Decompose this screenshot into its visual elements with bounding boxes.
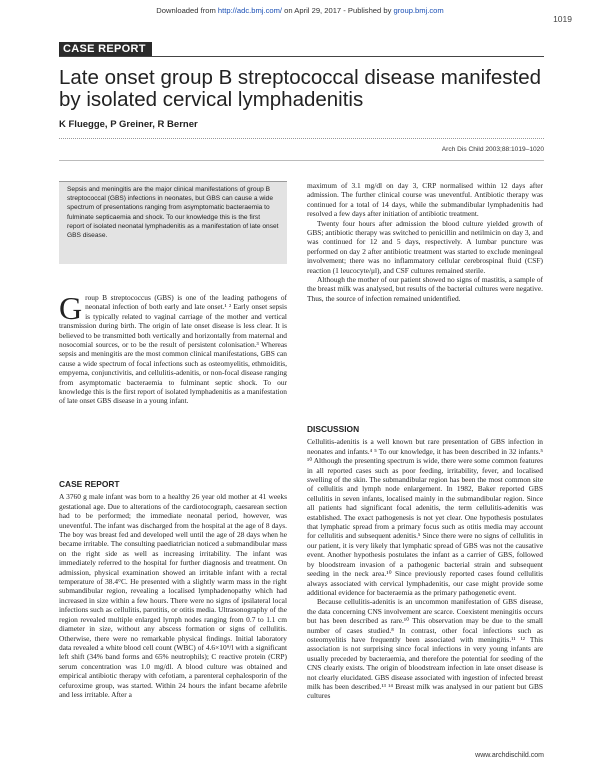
discussion-section: [307, 425, 543, 701]
continued-paragraph: maximum of 3.1 mg/dl on day 3, CRP normalised within 12 days after admission. The further clinical course was uneventful. Antibiotic therapy was continued for a total of 14 days, while the submandibular lymphadenitis had resolved a few days after initiation of antibiotic treatment.: [307, 181, 543, 219]
journal-citation: Arch Dis Child 2003;88:1019–1020: [441, 146, 544, 153]
left-column: [59, 290, 287, 406]
download-prefix: Downloaded from: [156, 6, 218, 15]
article-type-banner: CASE REPORT: [59, 42, 152, 56]
adc-link[interactable]: http://adc.bmj.com/: [217, 6, 283, 15]
footer-url: www.archdischild.com: [475, 752, 544, 759]
dotted-divider: [59, 138, 544, 139]
right-column: [307, 181, 543, 303]
drop-cap: G: [59, 290, 83, 326]
top-rule: [59, 56, 544, 57]
discussion-paragraph-1: Cellulitis-adenitis is a well known but rare presentation of GBS infection in neonates and infants.⁴ ⁵ To our knowledge, it has been described in 32 infants.⁵ ¹⁰ Although the presenting spectrum is wide, there were some common features in all reported cases such as poor feeding, irritability, fever, and localised swelling of the skin. The submandibular region has been the most common site of cellulitis and lymph node enlargement. In 1982, Baker reported GBS cellulitis in seven infants, localised mainly in the submandibular region. Since all patients had significant focal adenitis, the term cellulitis-adenitis was established. The exact pathogenesis is not yet clear. One hypothesis postulates that lymphatic spread from a primary focus such as otitis media may account for cellulitis and subsequent adenitis.⁵ Since there were no signs of cellulitis in our patient, it is very likely that lymphatic spread of GBS was not the causative event. Another hypothesis postulates the infant as a carrier of GBS, followed by bloodstream invasion of a pathogenic bacterial strain and subsequent seeding in the neck area.¹⁰ Since previously reported cases found cellulitis always associated with cervical lymphadenitis, our case might provide some additional evidence for bacteraemia as the primary pathogenetic event.: [307, 437, 543, 597]
case-report-section: [59, 480, 287, 699]
abstract-box: Sepsis and meningitis are the major clinical manifestations of group B streptococcal (GBS) infections in neonates, but GBS can cause a wide spectrum of presentations ranging from asymptomatic bacteraemia to fulminate septicaemia and shock. To our knowledge this is the first report of isolated neonatal lymphadenitis as a manifestation of late onset GBS disease.: [59, 181, 287, 264]
download-notice: [0, 6, 600, 15]
page-number: 1019: [553, 14, 572, 24]
header-rule: [59, 160, 544, 161]
group-bmj-link[interactable]: group.bmj.com: [393, 6, 444, 15]
article-title: Late onset group B streptococcal disease manifested by isolated cervical lymphadenitis: [59, 66, 542, 111]
intro-paragraph: [59, 290, 287, 406]
case-report-heading: CASE REPORT: [59, 479, 120, 489]
intro-text: roup B streptococcus (GBS) is one of the leading pathogens of neonatal infection of both early and late onset.¹ ² Early onset sepsis is typically related to vaginal carriage of the mother and vertical transmission during birth. The origin of late onset disease is less clear. It is believed to be transmitted both vertically and horizontally from maternal and nosocomial sources, or to be the result of persistent colonisation.³ Whereas sepsis and meningitis are the most common clinical manifestations, GBS can cause a wide spectrum of focal infections such as osteomyelitis, ethmoiditis, empyema, conjunctivitis, and cellulitis-adenitis, or non-focal disease ranging from asymptomatic bacteraemia to fulminant septic shock. To our knowledge this is the first report of isolated lymphadenitis as a manifestation of late onset GBS disease in a young infant.: [59, 293, 287, 406]
download-middle: on April 29, 2017 - Published by: [282, 6, 394, 15]
author-list: K Fluegge, P Greiner, R Berner: [59, 119, 198, 130]
breast-milk-paragraph: Although the mother of our patient showed no signs of mastitis, a sample of the breast milk was analysed, but results of the bacterial cultures were negative. Thus, the source of infection remained unidentified.: [307, 275, 543, 303]
discussion-heading: DISCUSSION: [307, 424, 360, 434]
case-paragraph: A 3760 g male infant was born to a healthy 26 year old mother at 41 weeks gestational age. Due to alterations of the cardiotocograph, caesarean section had to be performed; the immediate neonatal period, however, was uneventful. The infant was discharged from the hospital at the age of 8 days. The boy was breast fed and developed well until the age of 28 days when he became irritable. The consulting paediatrician noticed a submandibular mass on the right side as well as increasing irritability. The infant was immediately referred to the hospital for further diagnosis and treatment. On admission, physical examination showed an irritable infant with a rectal temperature of 38.4°C. He presented with a slightly warm mass in the right submandibular region, revealing a localised lymphadenopathy which had increased in size within a few hours. There were no signs of ipsilateral local infections such as cellulitis, parotitis, or otitis media. Ultrasonography of the region revealed multiple enlarged lymph nodes ranging from 0.7 to 1.1 cm diameter in size, without any abscess formation or signs of cellulitis. Otherwise, there were no remarkable physical findings. Initial laboratory data revealed a white blood cell count (WBC) of 4.6×10⁹/l with a significant left shift (34% band forms and 65% neutrophils); C reactive protein (CRP) serum concentration was 1.0 mg/dl. A blood culture was obtained and empirical antibiotic therapy with cefotiam, a parenteral cephalosporin of the cefuroxime group, was started. Within 24 hours the infant became afebrile and less irritable. After a: [59, 492, 287, 699]
blood-culture-paragraph: Twenty four hours after admission the blood culture yielded growth of GBS; antibiotic therapy was switched to penicillin and netilmicin on day 3, and was continued for 12 and 5 days, respectively. A lumbar puncture was performed on day 2 after antibiotic treatment was started to exclude meningeal involvement; there was no inflammatory cellular cerebrospinal fluid (CSF) reaction (1 leucocyte/μl), and CSF cultures remained sterile.: [307, 218, 543, 275]
discussion-paragraph-2: Because cellulitis-adenitis is an uncommon manifestation of GBS disease, the data concerning CNS involvement are scarce. Coexistent meningitis occurs but has been described as rare.¹⁰ This observation may be due to the small number of cases studied.⁸ In contrast, other focal infections such as osteomyelitis have frequently been associated with meningitis.¹¹ ¹² This association is not surprising since focal infections in very young infants are usually preceded by bacteraemia, and therefore the potential for seeding of the CNS clearly exists. The origin of bloodstream infection in late onset disease is not clearly elucidated. GBS disease associated with ingestion of infected breast milk has been described.¹³ ¹⁴ Breast milk was analysed in our patient but GBS cultures: [307, 597, 543, 701]
